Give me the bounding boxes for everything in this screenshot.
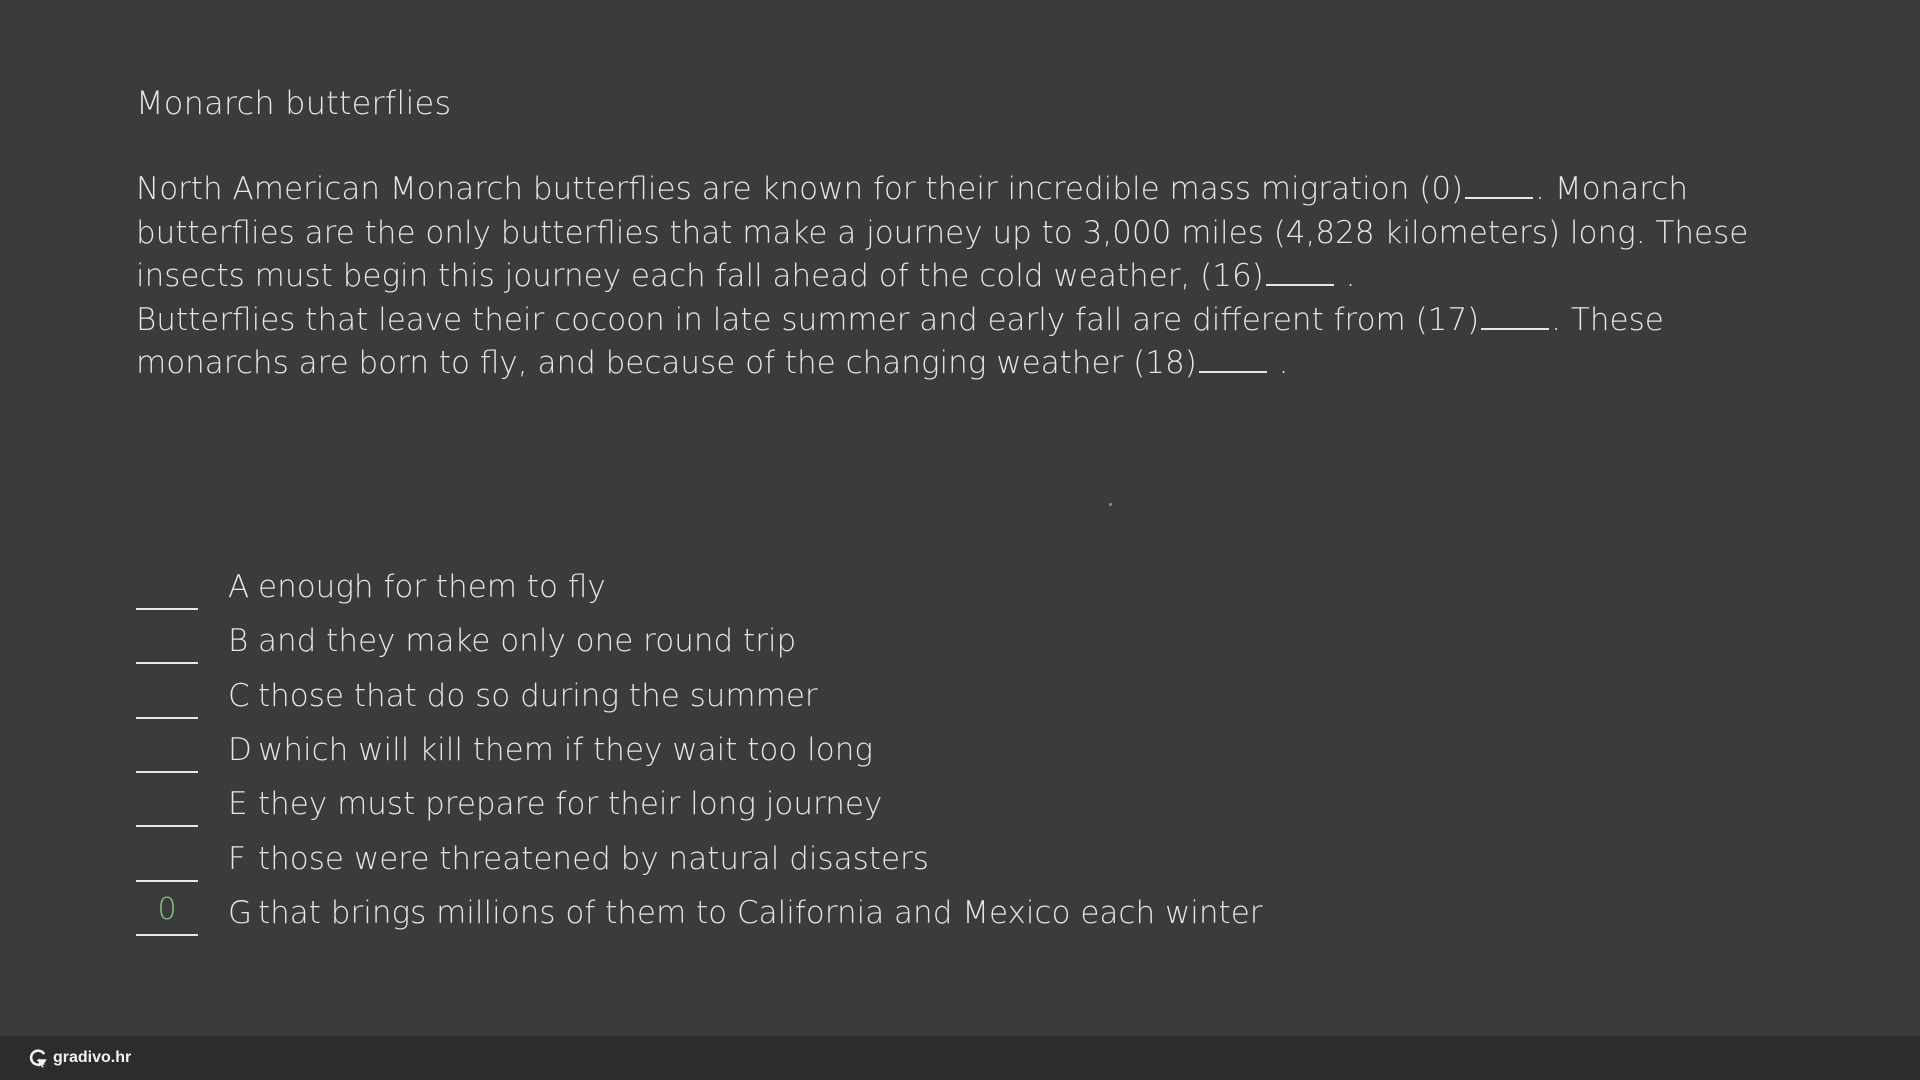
- pointer-dot: [1109, 503, 1112, 506]
- passage-text-segment: monarchs are born to fly, and because of the changing weather (18): [136, 345, 1197, 381]
- passage-line-3: [136, 255, 1776, 299]
- passage-text-segment: . Monarch: [1535, 171, 1688, 207]
- gap-blank-16[interactable]: [1266, 258, 1334, 286]
- passage-text-segment: Butterflies that leave their cocoon in late summer and early fall are different from (17): [136, 301, 1480, 338]
- passage-text-segment: .: [1268, 345, 1289, 381]
- answer-blank[interactable]: [136, 673, 198, 719]
- brand-name: gradivo.hr: [53, 1049, 132, 1066]
- gradivo-logo-icon: [28, 1048, 48, 1068]
- answer-blank[interactable]: [136, 836, 198, 882]
- option-row: [136, 831, 1263, 885]
- page-title: Monarch butterflies: [136, 84, 452, 122]
- option-row: [136, 560, 1263, 614]
- answer-blank[interactable]: 0: [136, 890, 198, 936]
- option-row: [136, 723, 1263, 777]
- answer-blank[interactable]: [136, 618, 198, 664]
- option-row: [136, 669, 1263, 723]
- option-letter: E: [228, 786, 248, 823]
- option-text: those were threatened by natural disasters: [258, 840, 929, 877]
- option-letter: F: [228, 840, 246, 877]
- passage-text: [136, 168, 1776, 386]
- option-text: that brings millions of them to California and Mexico each winter: [258, 894, 1263, 931]
- option-letter: A: [228, 569, 250, 606]
- option-letter: C: [228, 677, 250, 714]
- answer-blank[interactable]: [136, 564, 198, 610]
- passage-line-4: [136, 299, 1776, 343]
- passage-line-1: [136, 168, 1776, 212]
- option-text: they must prepare for their long journey: [258, 786, 883, 823]
- option-text: which will kill them if they wait too long: [258, 732, 873, 769]
- answer-blank[interactable]: [136, 781, 198, 827]
- passage-text-segment: . These: [1551, 301, 1664, 338]
- option-row: [136, 886, 1263, 940]
- gap-blank-0[interactable]: [1465, 171, 1533, 199]
- passage-text-segment: insects must begin this journey each fall ahead of the cold weather, (16): [136, 258, 1264, 294]
- option-letter: B: [228, 623, 249, 660]
- passage-line-5: [136, 342, 1776, 386]
- gap-blank-18[interactable]: [1199, 345, 1267, 373]
- option-letter: D: [228, 732, 252, 769]
- answer-blank[interactable]: [136, 727, 198, 773]
- brand-link[interactable]: [28, 1048, 131, 1068]
- footer-bar: [0, 1036, 1920, 1080]
- option-letter: G: [228, 894, 253, 931]
- passage-text-segment: .: [1335, 258, 1356, 294]
- answer-options-list: [136, 560, 1263, 940]
- passage-line-2: butterflies are the only butterflies that make a journey up to 3,000 miles (4,828 kilometers) long. These: [136, 214, 1749, 251]
- option-text: those that do so during the summer: [258, 677, 818, 714]
- gap-blank-17[interactable]: [1481, 302, 1549, 330]
- option-row: [136, 614, 1263, 668]
- passage-text-segment: North American Monarch butterflies are known for their incredible mass migration (0): [136, 171, 1464, 207]
- option-text: and they make only one round trip: [258, 623, 797, 660]
- option-text: enough for them to fly: [258, 569, 606, 606]
- option-row: [136, 777, 1263, 831]
